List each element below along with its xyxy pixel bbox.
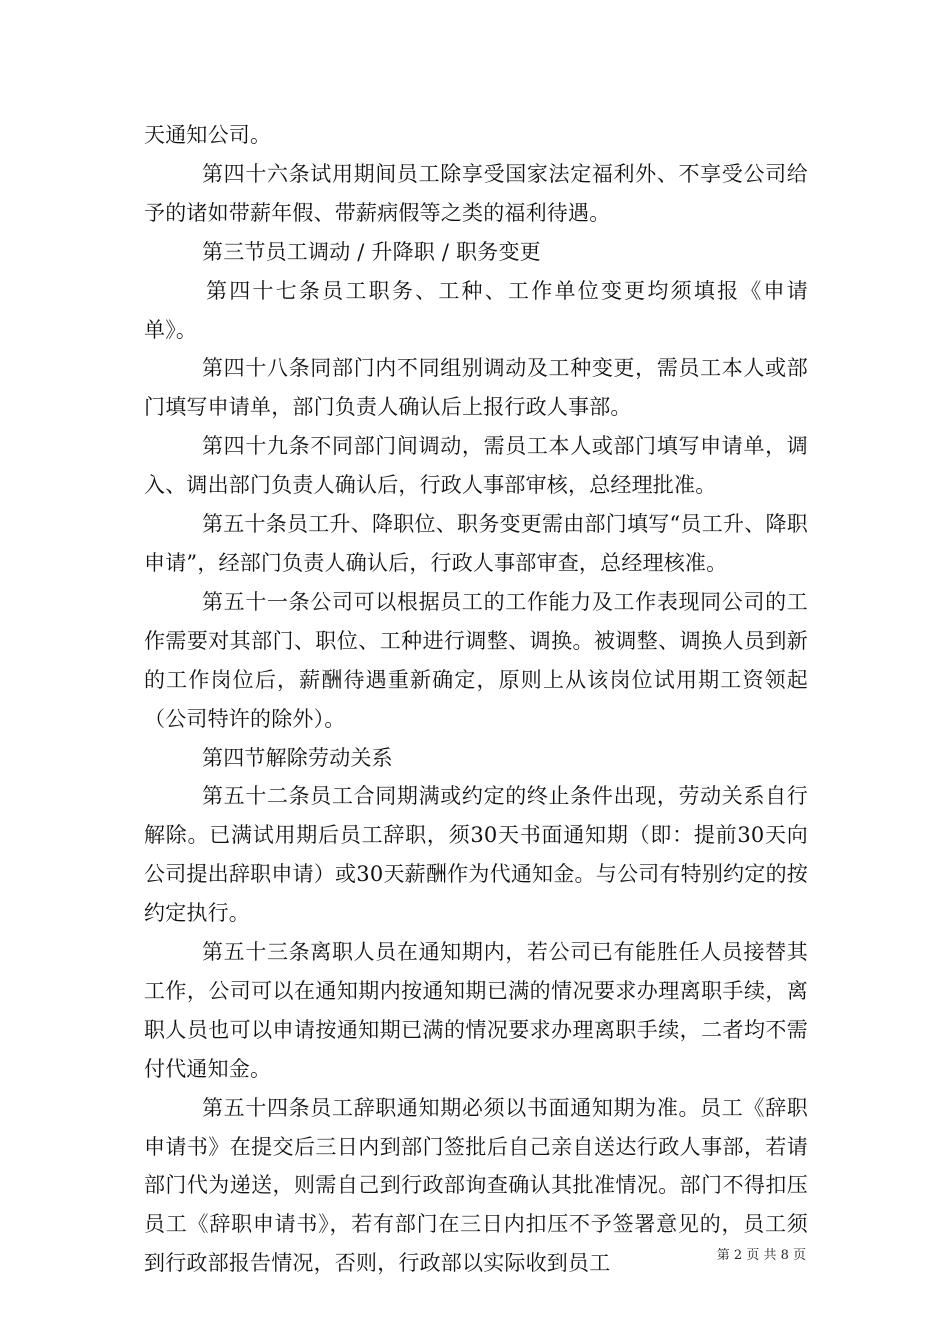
paragraph-article-51: 第五十一条公司可以根据员工的工作能力及工作表现同公司的工作需要对其部门、职位、工种进行调整、调换。被调整、调换人员到新的工作岗位后，薪酬待遇重新确定，原则上从该岗位试用期工资领起（公司特许的除外）。	[144, 589, 808, 731]
paragraph-article-46: 第四十六条试用期间员工除享受国家法定福利外、不享受公司给予的诸如带薪年假、带薪病假等之类的福利待遇。	[144, 161, 808, 225]
paragraph-continuation: 天通知公司。	[144, 123, 272, 147]
section-heading-4: 第四节解除劳动关系	[202, 745, 393, 770]
paragraph-article-54: 第五十四条员工辞职通知期必须以书面通知期为准。员工《辞职申请书》在提交后三日内到部门签批后自己亲自送达行政人事部，若请部门代为递送，则需自己到行政部询查确认其批准情况。部门不得扣压员工《辞职申请书》，若有部门在三日内扣压不予签署意见的，员工须到行政部报告情况，否则，行政部以实际收到员工	[144, 1095, 808, 1276]
paragraph-article-49: 第四十九条不同部门间调动，需员工本人或部门填写申请单，调入、调出部门负责人确认后，行政人事部审核，总经理批准。	[144, 434, 808, 498]
paragraph-article-47: 第四十七条员工职务、工种、工作单位变更均须填报《申请单》。	[144, 278, 808, 342]
section-heading-3: 第三节员工调动 / 升降职 / 职务变更	[202, 239, 541, 264]
paragraph-article-52: 第五十二条员工合同期满或约定的终止条件出现，劳动关系自行解除。已满试用期后员工辞职，须30天书面通知期（即：提前30天向公司提出辞职申请）或30天薪酬作为代通知金。与公司有特别约定的按约定执行。	[144, 784, 808, 926]
paragraph-article-53: 第五十三条离职人员在通知期内，若公司已有能胜任人员接替其工作，公司可以在通知期内按通知期已满的情况要求办理离职手续，离职人员也可以申请按通知期已满的情况要求办理离职手续，二者均不需付代通知金。	[144, 940, 808, 1081]
paragraph-article-50: 第五十条员工升、降职位、职务变更需由部门填写“员工升、降职申请”，经部门负责人确认后，行政人事部审查，总经理核准。	[144, 512, 808, 575]
page-footer: 第 2 页 共 8 页	[716, 1248, 806, 1263]
paragraph-article-48: 第四十八条同部门内不同组别调动及工种变更，需员工本人或部门填写申请单，部门负责人确认后上报行政人事部。	[144, 356, 808, 420]
document-body	[144, 116, 808, 1283]
